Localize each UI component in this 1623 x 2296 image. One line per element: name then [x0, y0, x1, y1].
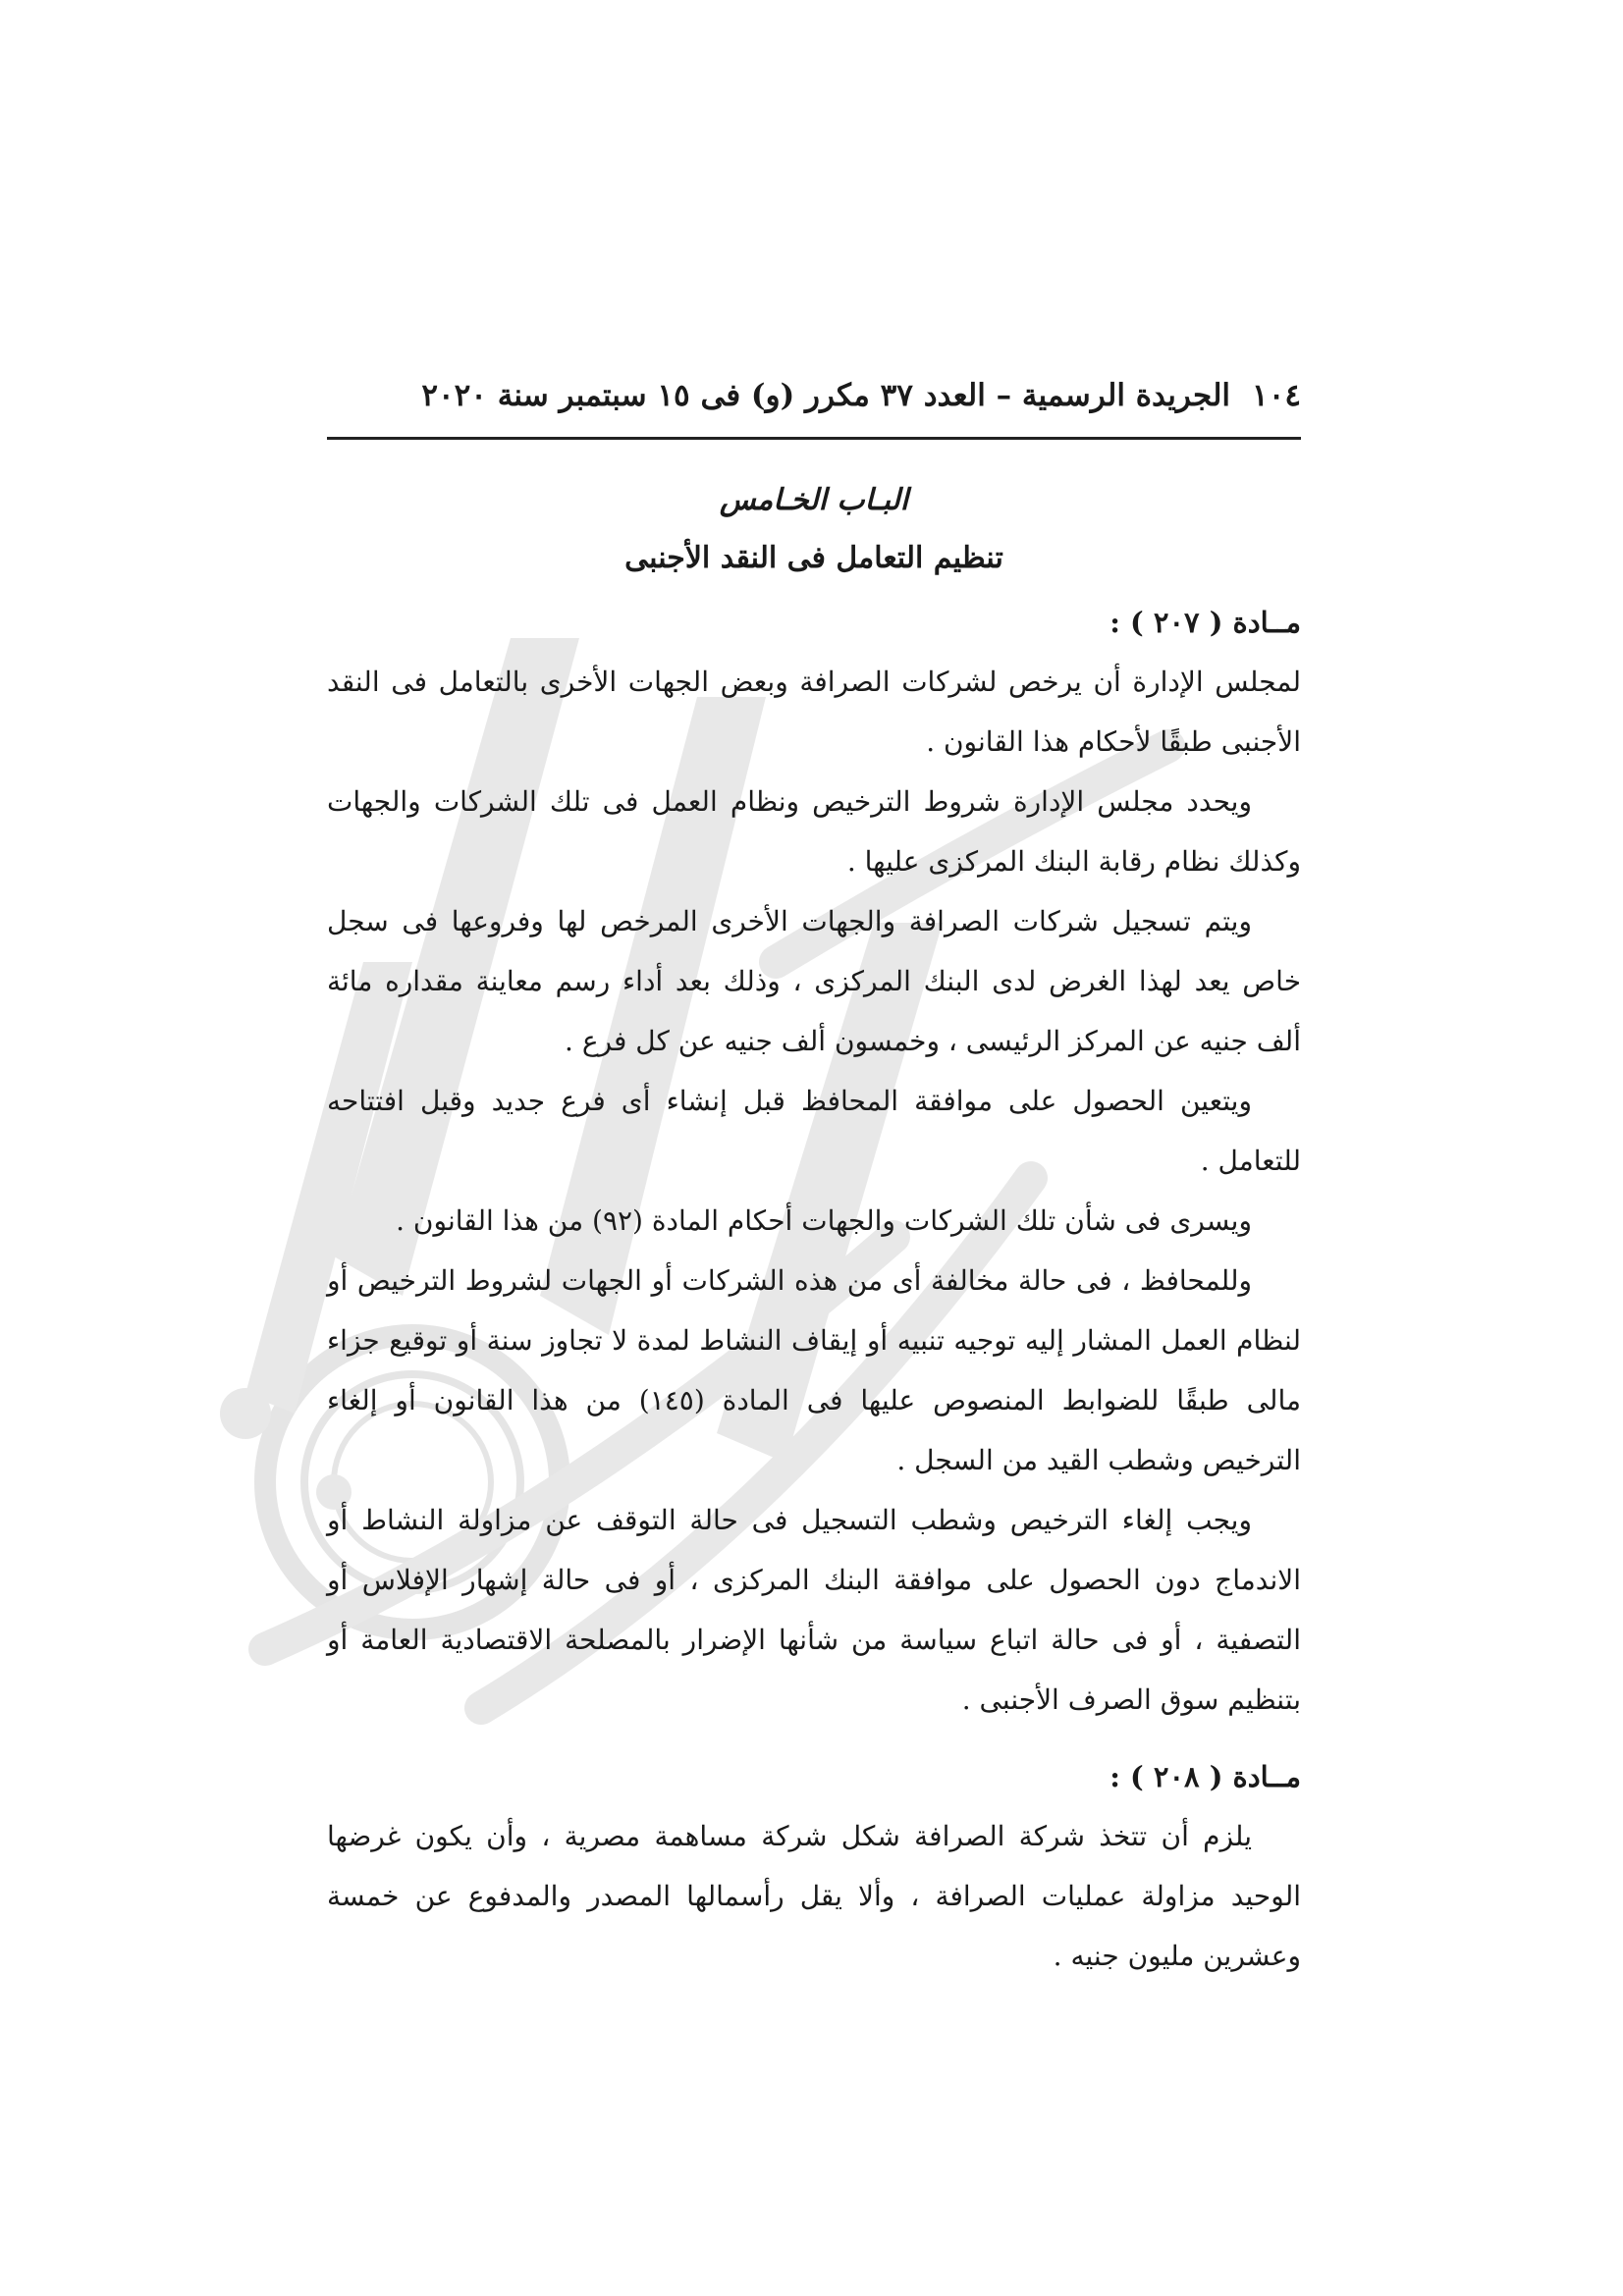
- article-208-heading: مــادة ( ٢٠٨ ) :: [1109, 1760, 1301, 1793]
- article-207-paragraph-4: ويتعين الحصول على موافقة المحافظ قبل إنشاء أى فرع جديد وقبل افتتاحه للتعامل .: [327, 1085, 1301, 1177]
- article-207-paragraph-7: ويجب إلغاء الترخيص وشطب التسجيل فى حالة التوقف عن مزاولة النشاط أو الاندماج دون الحصول على موافقة البنك المركزى ، أو فى حالة إشهار الإفلاس أو التصفية ، أو فى حالة اتباع سياسة من شأنها الإضرار بالمصلحة الاقتصادية العامة أو بتنظيم سوق الصرف الأجنبى .: [327, 1504, 1301, 1716]
- gazette-title: الجريدة الرسمية – العدد ٣٧ مكرر (و) فى ١٥ سبتمبر سنة ٢٠٢٠: [421, 378, 1231, 413]
- article-207-paragraph-1: لمجلس الإدارة أن يرخص لشركات الصرافة وبعض الجهات الأخرى بالتعامل فى النقد الأجنبى طبقًا لأحكام هذا القانون .: [327, 666, 1301, 758]
- chapter-title: البـاب الخـامس: [719, 483, 909, 517]
- article-207-paragraph-3: ويتم تسجيل شركات الصرافة والجهات الأخرى المرخص لها وفروعها فى سجل خاص يعد لهذا الغرض لدى البنك المركزى ، وذلك بعد أداء رسم معاينة مقداره مائة ألف جنيه عن المركز الرئيسى ، وخمسون ألف جنيه عن كل فرع .: [327, 905, 1301, 1057]
- article-208-paragraph-1: يلزم أن تتخذ شركة الصرافة شكل شركة مساهمة مصرية ، وأن يكون غرضها الوحيد مزاولة عمليات الصرافة ، وألا يقل رأسمالها المصدر والمدفوع عن خمسة وعشرين مليون جنيه .: [327, 1820, 1302, 1972]
- article-207-paragraph-6: وللمحافظ ، فى حالة مخالفة أى من هذه الشركات أو الجهات لشروط الترخيص أو لنظام العمل المشار إليه توجيه تنبيه أو إيقاف النشاط لمدة لا تجاوز سنة أو توقيع جزاء مالى طبقًا للضوابط المنصوص عليها فى المادة (١٤٥) من هذا القانون أو إلغاء الترخيص وشطب القيد من السجل .: [327, 1264, 1302, 1476]
- page-number: ١٠٤: [1252, 378, 1301, 413]
- document-page: [327, 378, 1301, 1986]
- chapter-subtitle: تنظيم التعامل فى النقد الأجنبى: [624, 541, 1003, 575]
- article-207-paragraph-2: ويحدد مجلس الإدارة شروط الترخيص ونظام العمل فى تلك الشركات والجهات وكذلك نظام رقابة البنك المركزى عليها .: [327, 785, 1301, 878]
- article-207-heading: مــادة ( ٢٠٧ ) :: [1109, 606, 1301, 639]
- article-207-paragraph-5: ويسرى فى شأن تلك الشركات والجهات أحكام المادة (٩٢) من هذا القانون .: [396, 1204, 1252, 1237]
- gazette-header: [327, 378, 1301, 440]
